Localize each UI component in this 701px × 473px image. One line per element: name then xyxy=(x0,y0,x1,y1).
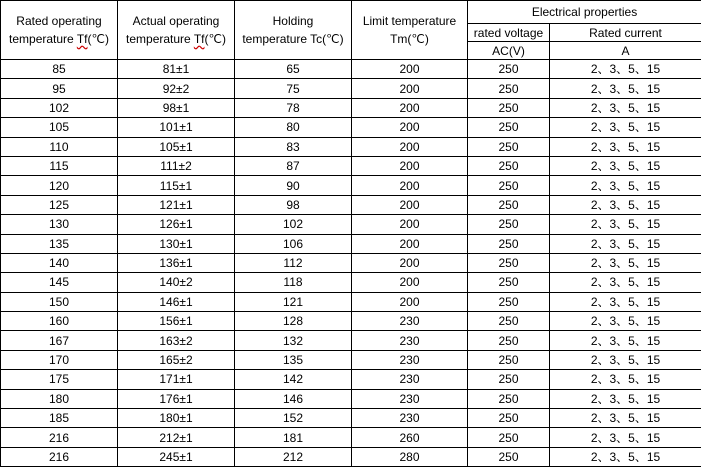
table-body xyxy=(1,60,701,467)
rated-temperature-cell: 150 xyxy=(1,292,118,311)
holding-temperature-cell: 83 xyxy=(235,137,352,156)
rated-current-cell: 2、3、5、15 xyxy=(550,370,701,389)
rated-current-cell: 2、3、5、15 xyxy=(550,253,701,272)
rated-voltage-cell: 250 xyxy=(468,312,550,331)
table-row xyxy=(1,409,701,428)
rated-current-cell: 2、3、5、15 xyxy=(550,195,701,214)
actual-temperature-cell: 136±1 xyxy=(118,253,235,272)
electrical-properties-header: Electrical properties xyxy=(468,1,701,24)
rated-voltage-cell: 250 xyxy=(468,428,550,447)
rated-temperature-cell: 135 xyxy=(1,234,118,253)
actual-temperature-cell: 98±1 xyxy=(118,98,235,117)
limit-temperature-cell: 230 xyxy=(352,350,468,369)
limit-temperature-cell: 230 xyxy=(352,370,468,389)
holding-temperature-cell: 128 xyxy=(235,312,352,331)
rated-current-cell: 2、3、5、15 xyxy=(550,176,701,195)
rated-voltage-cell: 250 xyxy=(468,98,550,117)
rated-voltage-cell: 250 xyxy=(468,447,550,466)
table-row xyxy=(1,195,701,214)
limit-temperature-cell: 200 xyxy=(352,273,468,292)
limit-temperature-cell: 230 xyxy=(352,331,468,350)
actual-temperature-cell: 130±1 xyxy=(118,234,235,253)
limit-temperature-cell: 200 xyxy=(352,195,468,214)
rated-voltage-cell: 250 xyxy=(468,389,550,408)
rated-temperature-cell: 170 xyxy=(1,350,118,369)
rated-current-cell: 2、3、5、15 xyxy=(550,447,701,466)
rated-temperature-cell: 216 xyxy=(1,428,118,447)
holding-temperature-cell: 142 xyxy=(235,370,352,389)
limit-temperature-header: Limit temperature Tm(℃) xyxy=(352,1,468,60)
rated-voltage-cell: 250 xyxy=(468,292,550,311)
actual-temperature-cell: 212±1 xyxy=(118,428,235,447)
holding-temperature-cell: 102 xyxy=(235,215,352,234)
rated-temperature-cell: 105 xyxy=(1,118,118,137)
rated-current-cell: 2、3、5、15 xyxy=(550,312,701,331)
rated-voltage-cell: 250 xyxy=(468,215,550,234)
rated-temperature-cell: 125 xyxy=(1,195,118,214)
rated-temperature-cell: 216 xyxy=(1,447,118,466)
actual-temperature-cell: 81±1 xyxy=(118,60,235,79)
limit-temperature-cell: 200 xyxy=(352,176,468,195)
rated-current-cell: 2、3、5、15 xyxy=(550,137,701,156)
rated-temperature-cell: 167 xyxy=(1,331,118,350)
holding-temperature-header: Holding temperature Tc(℃) xyxy=(235,1,352,60)
spellcheck-marked-word: Tf xyxy=(193,32,205,46)
actual-temperature-cell: 165±2 xyxy=(118,350,235,369)
actual-temperature-cell: 156±1 xyxy=(118,312,235,331)
holding-temperature-cell: 80 xyxy=(235,118,352,137)
limit-temperature-cell: 280 xyxy=(352,447,468,466)
actual-temperature-cell: 146±1 xyxy=(118,292,235,311)
rated-temperature-cell: 185 xyxy=(1,409,118,428)
rated-current-cell: 2、3、5、15 xyxy=(550,60,701,79)
rated-current-cell: 2、3、5、15 xyxy=(550,118,701,137)
rated-current-cell: 2、3、5、15 xyxy=(550,350,701,369)
rated-operating-temperature-header: Rated operating temperature Tf(℃) xyxy=(1,1,118,60)
rated-voltage-cell: 250 xyxy=(468,156,550,175)
table-row xyxy=(1,331,701,350)
table-row xyxy=(1,350,701,369)
rated-current-cell: 2、3、5、15 xyxy=(550,234,701,253)
actual-temperature-cell: 126±1 xyxy=(118,215,235,234)
rated-voltage-cell: 250 xyxy=(468,118,550,137)
table-row xyxy=(1,370,701,389)
actual-temperature-cell: 92±2 xyxy=(118,79,235,98)
table-row xyxy=(1,118,701,137)
table-row xyxy=(1,176,701,195)
limit-temperature-cell: 200 xyxy=(352,156,468,175)
rated-voltage-header: rated voltage xyxy=(468,24,550,42)
rated-current-cell: 2、3、5、15 xyxy=(550,79,701,98)
rated-voltage-cell: 250 xyxy=(468,79,550,98)
holding-temperature-cell: 87 xyxy=(235,156,352,175)
rated-temperature-cell: 160 xyxy=(1,312,118,331)
rated-current-cell: 2、3、5、15 xyxy=(550,428,701,447)
holding-temperature-cell: 65 xyxy=(235,60,352,79)
table-row xyxy=(1,137,701,156)
rated-temperature-cell: 180 xyxy=(1,389,118,408)
limit-temperature-cell: 200 xyxy=(352,253,468,272)
actual-temperature-cell: 171±1 xyxy=(118,370,235,389)
table-row xyxy=(1,98,701,117)
rated-temperature-cell: 85 xyxy=(1,60,118,79)
limit-temperature-cell: 230 xyxy=(352,389,468,408)
actual-temperature-cell: 121±1 xyxy=(118,195,235,214)
table-row xyxy=(1,253,701,272)
table-row xyxy=(1,60,701,79)
table-row xyxy=(1,447,701,466)
table-row xyxy=(1,234,701,253)
rated-temperature-cell: 140 xyxy=(1,253,118,272)
table-row xyxy=(1,156,701,175)
actual-temperature-cell: 245±1 xyxy=(118,447,235,466)
holding-temperature-cell: 98 xyxy=(235,195,352,214)
rated-temperature-cell: 130 xyxy=(1,215,118,234)
table-row xyxy=(1,389,701,408)
limit-temperature-cell: 200 xyxy=(352,79,468,98)
table-row xyxy=(1,312,701,331)
rated-temperature-cell: 110 xyxy=(1,137,118,156)
holding-temperature-cell: 181 xyxy=(235,428,352,447)
rated-temperature-cell: 145 xyxy=(1,273,118,292)
rated-voltage-cell: 250 xyxy=(468,195,550,214)
actual-temperature-cell: 115±1 xyxy=(118,176,235,195)
holding-temperature-cell: 135 xyxy=(235,350,352,369)
holding-temperature-cell: 112 xyxy=(235,253,352,272)
limit-temperature-cell: 200 xyxy=(352,60,468,79)
limit-temperature-cell: 200 xyxy=(352,215,468,234)
rated-temperature-cell: 120 xyxy=(1,176,118,195)
holding-temperature-cell: 78 xyxy=(235,98,352,117)
table-row xyxy=(1,215,701,234)
holding-temperature-cell: 90 xyxy=(235,176,352,195)
actual-temperature-cell: 111±2 xyxy=(118,156,235,175)
holding-temperature-cell: 132 xyxy=(235,331,352,350)
table-row xyxy=(1,292,701,311)
rated-voltage-cell: 250 xyxy=(468,273,550,292)
limit-temperature-cell: 260 xyxy=(352,428,468,447)
rated-temperature-cell: 95 xyxy=(1,79,118,98)
spellcheck-marked-word: Tf xyxy=(76,32,88,46)
actual-temperature-cell: 105±1 xyxy=(118,137,235,156)
rated-voltage-cell: 250 xyxy=(468,350,550,369)
limit-temperature-cell: 200 xyxy=(352,118,468,137)
holding-temperature-cell: 118 xyxy=(235,273,352,292)
actual-temperature-cell: 101±1 xyxy=(118,118,235,137)
current-unit-header: A xyxy=(550,42,701,60)
holding-temperature-cell: 212 xyxy=(235,447,352,466)
rated-voltage-cell: 250 xyxy=(468,234,550,253)
holding-temperature-cell: 121 xyxy=(235,292,352,311)
holding-temperature-cell: 75 xyxy=(235,79,352,98)
rated-current-cell: 2、3、5、15 xyxy=(550,409,701,428)
table-row xyxy=(1,428,701,447)
rated-voltage-cell: 250 xyxy=(468,409,550,428)
limit-temperature-cell: 230 xyxy=(352,409,468,428)
rated-temperature-cell: 175 xyxy=(1,370,118,389)
rated-voltage-cell: 250 xyxy=(468,60,550,79)
rated-current-cell: 2、3、5、15 xyxy=(550,292,701,311)
table-row xyxy=(1,79,701,98)
actual-temperature-cell: 180±1 xyxy=(118,409,235,428)
limit-temperature-cell: 200 xyxy=(352,98,468,117)
rated-current-cell: 2、3、5、15 xyxy=(550,273,701,292)
holding-temperature-cell: 152 xyxy=(235,409,352,428)
rated-current-cell: 2、3、5、15 xyxy=(550,389,701,408)
rated-current-cell: 2、3、5、15 xyxy=(550,98,701,117)
limit-temperature-cell: 230 xyxy=(352,312,468,331)
limit-temperature-cell: 200 xyxy=(352,234,468,253)
rated-voltage-cell: 250 xyxy=(468,176,550,195)
rated-voltage-cell: 250 xyxy=(468,331,550,350)
limit-temperature-cell: 200 xyxy=(352,292,468,311)
holding-temperature-cell: 106 xyxy=(235,234,352,253)
rated-voltage-cell: 250 xyxy=(468,253,550,272)
rated-temperature-cell: 102 xyxy=(1,98,118,117)
limit-temperature-cell: 200 xyxy=(352,137,468,156)
rated-voltage-cell: 250 xyxy=(468,370,550,389)
table-row xyxy=(1,273,701,292)
actual-operating-temperature-header: Actual operating temperature Tf(℃) xyxy=(118,1,235,60)
rated-voltage-cell: 250 xyxy=(468,137,550,156)
rated-current-header: Rated current xyxy=(550,24,701,42)
actual-temperature-cell: 140±2 xyxy=(118,273,235,292)
actual-temperature-cell: 163±2 xyxy=(118,331,235,350)
rated-temperature-cell: 115 xyxy=(1,156,118,175)
holding-temperature-cell: 146 xyxy=(235,389,352,408)
voltage-unit-header: AC(V) xyxy=(468,42,550,60)
rated-current-cell: 2、3、5、15 xyxy=(550,331,701,350)
actual-temperature-cell: 176±1 xyxy=(118,389,235,408)
rated-current-cell: 2、3、5、15 xyxy=(550,156,701,175)
rated-current-cell: 2、3、5、15 xyxy=(550,215,701,234)
